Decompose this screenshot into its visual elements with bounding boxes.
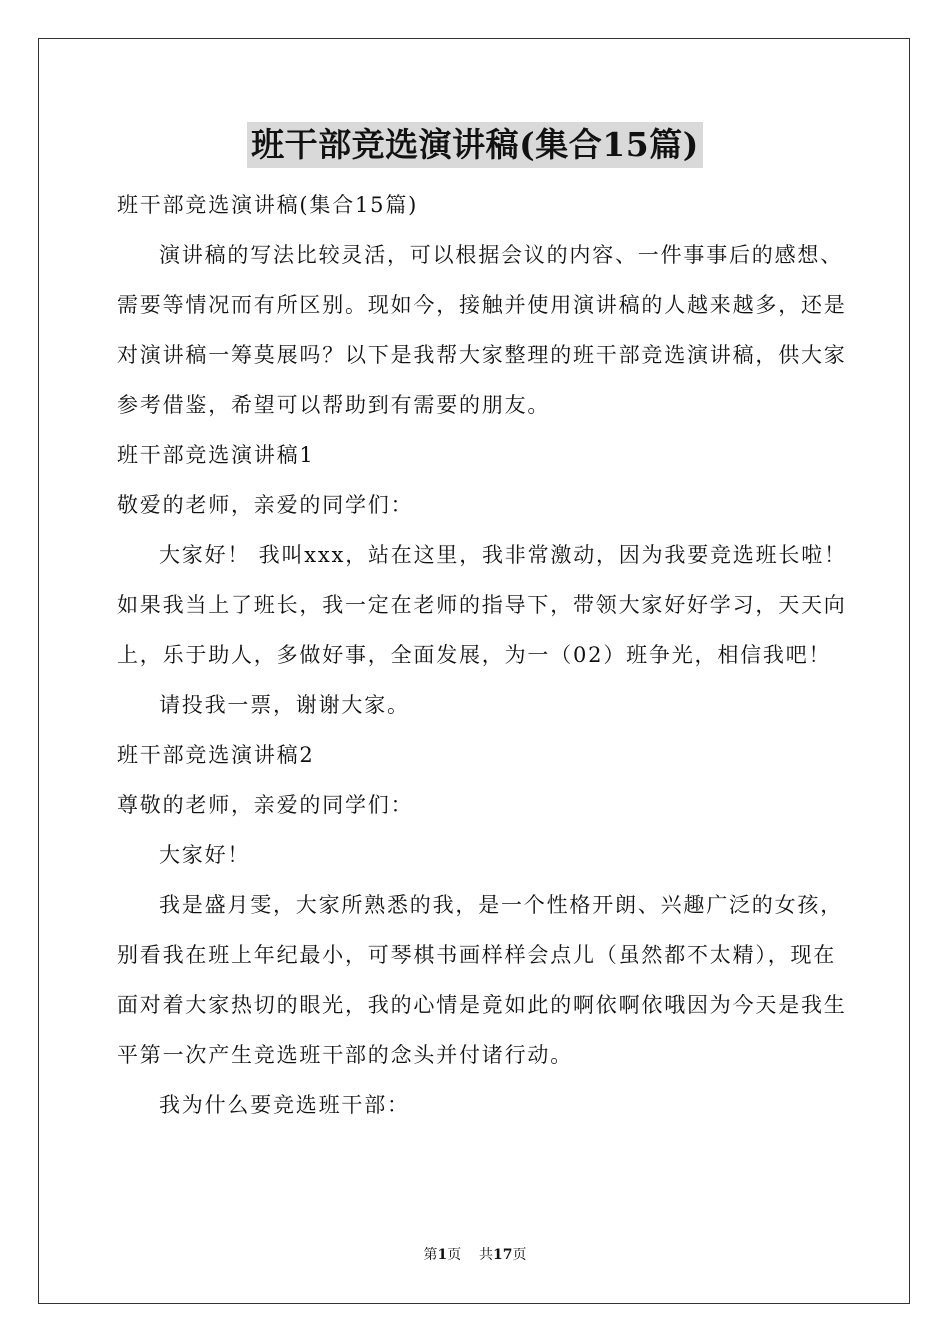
paragraph: 请投我一票，谢谢大家。 [159,693,410,717]
total-prefix: 共 [479,1247,494,1263]
document-title: 班干部竞选演讲稿(集合15篇) [247,122,703,168]
paragraph: 演讲稿的写法比较灵活，可以根据会议的内容、一件事事后的感想、需要等情况而有所区别。现如今，接触并使用演讲稿的人越来越多，还是对演讲稿一筹莫展吗？以下是我帮大家整理的班干部竞选演讲稿，供大家参考借鉴，希望可以帮助到有需要的朋友。 [117,243,847,417]
page-prefix: 第 [423,1247,438,1263]
paragraph: 大家好！ 我叫xxx，站在这里，我非常激动，因为我要竞选班长啦！如果我当上了班长，我一定在老师的指导下，带领大家好好学习，天天向上，乐于助人，多做好事，全面发展，为一（02）班争光，相信我吧！ [117,543,847,667]
section-heading: 班干部竞选演讲稿2 [117,743,315,767]
page-suffix: 页 [447,1247,462,1263]
page-footer [0,1244,950,1264]
page-number: 1 [437,1247,448,1263]
total-pages: 17 [493,1247,513,1263]
total-suffix: 页 [512,1247,527,1263]
section-heading: 班干部竞选演讲稿1 [117,443,315,467]
document-body [117,180,852,1130]
paragraph: 我为什么要竞选班干部： [159,1093,410,1117]
paragraph: 大家好！ [159,843,251,867]
salutation: 敬爱的老师，亲爱的同学们： [117,493,414,517]
paragraph: 班干部竞选演讲稿(集合15篇) [117,193,419,217]
salutation: 尊敬的老师，亲爱的同学们： [117,793,414,817]
paragraph: 我是盛月雯，大家所熟悉的我，是一个性格开朗、兴趣广泛的女孩，别看我在班上年纪最小，可琴棋书画样样会点儿（虽然都不太精），现在面对着大家热切的眼光，我的心情是竟如此的啊依啊依哦因为今天是我生平第一次产生竞选班干部的念头并付诸行动。 [117,893,847,1067]
title-container [0,122,950,168]
